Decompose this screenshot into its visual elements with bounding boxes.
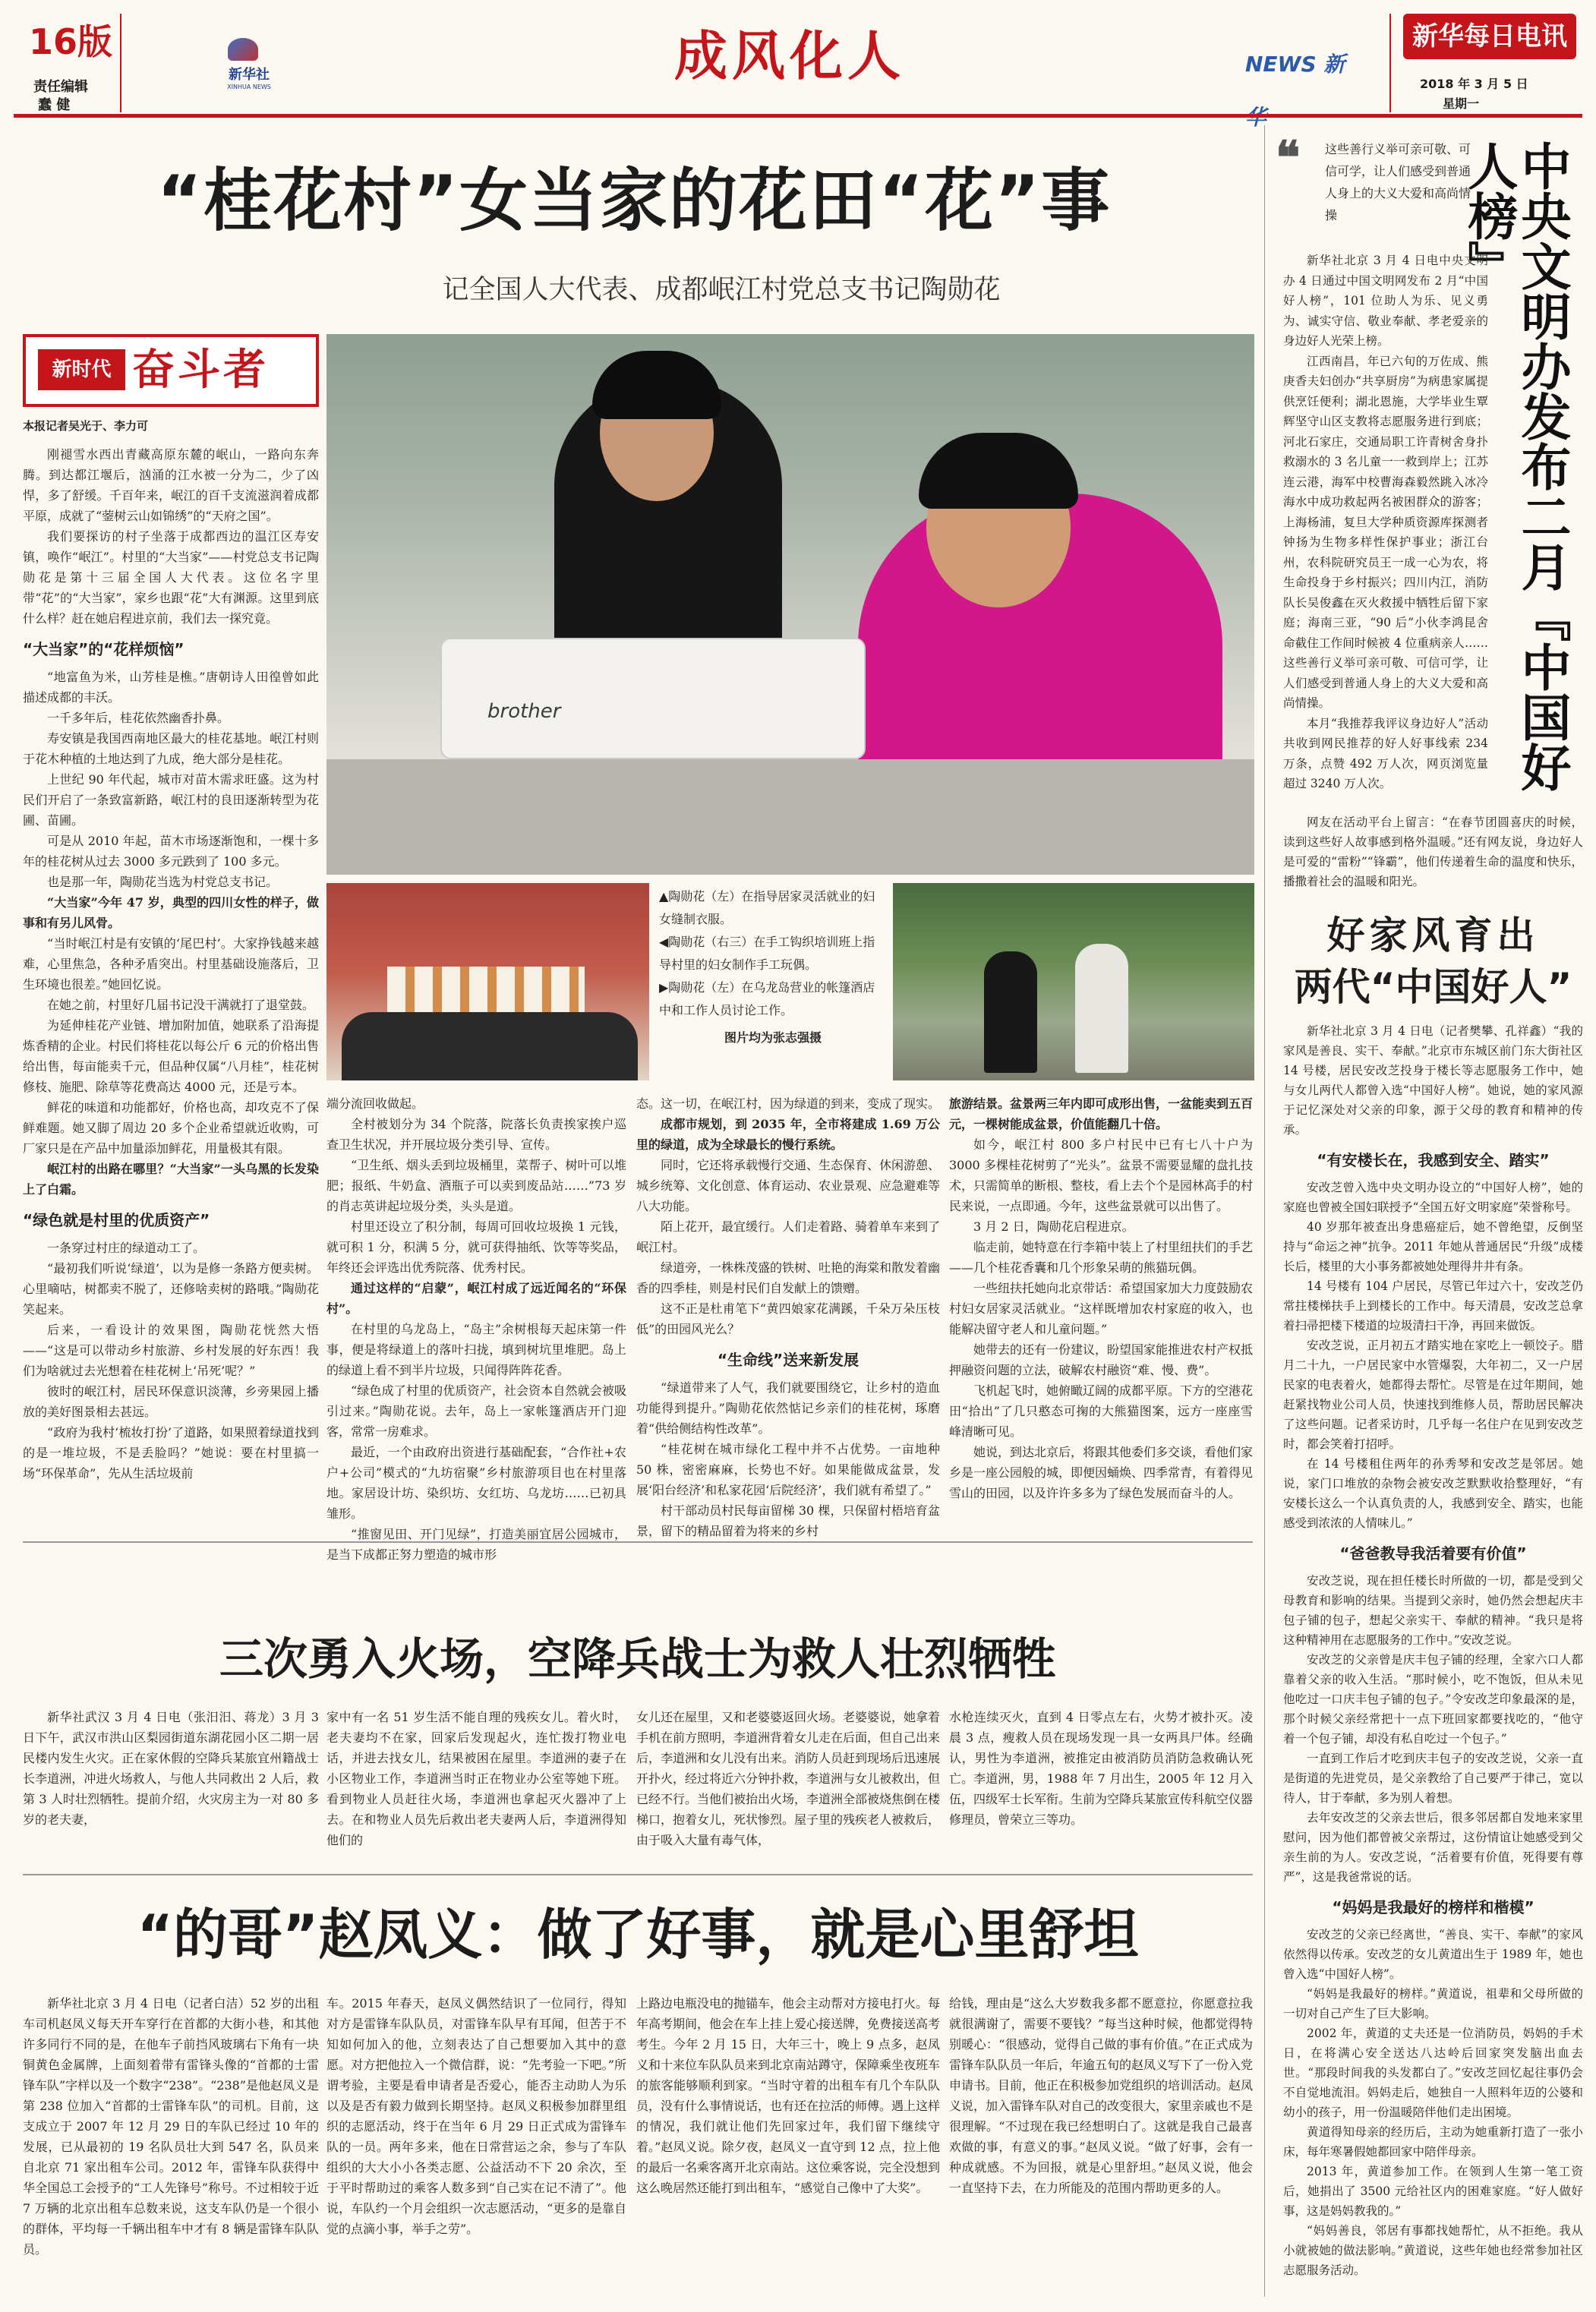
photo-caption [659,885,887,1049]
sidebar-p: 网友在活动平台上留言：“在春节团圆喜庆的时候，读到这些好人故事感到格外温暖。”还有网友说，身边好人是可爱的“雷粉”“锋霸”，他们传递着生命的温度和快乐，播撒着社会的温暖和阳光。 [1283,815,1583,888]
main-p: 上世纪 90 年代起，城市对苗木需求旺盛。这为村民们开启了一条致富新路，岷江村的良田逐渐转型为花圃、苗圃。 [23,772,319,828]
caption-line-1: ▲陶勋花（左）在指导居家灵活就业的妇女缝制衣服。 [659,889,875,926]
main-p: 最近，一个由政府出资进行基础配套，“合作社+农户+公司”模式的“九坊宿聚”乡村旅游项目也在村里落地。家居设计坊、染织坊、女红坊、乌龙坊……已初具雏形。 [326,1445,626,1521]
main-headline: “桂花村”女当家的花田“花”事 [156,161,1112,241]
paper-name: 新华每日电讯 [1412,21,1567,52]
main-p: 态。这一切，在岷江村，因为绿道的到来，变成了现实。 [636,1096,941,1111]
story2-p: 40 岁那年被查出身患癌症后，她不曾绝望，反倒坚持与“命运之神”抗争。2011 年她从普通居民“升级”成楼长后，楼里的大小事务都被她处理得井井有条。 [1283,1220,1583,1273]
taxi-col-3 [636,1993,940,2297]
issue-weekday: 星期一 [1443,96,1480,111]
main-p: 她带去的还有一份建议，盼望国家能推进农村产权抵押融资问题的立法，破解农村融资“难、慢、费”。 [949,1342,1254,1377]
story2-p: 安改芝说，正月初五才踏实地在家吃上一顿饺子。腊月二十九，一户居民家中水管爆裂，大年初二，又一户居民家的电表着火，她都得去帮忙。尽管是在过年期间，她赶紧找物业公司人员，快速找到维修人员，帮助居民解决了这些问题。记者采访时，几乎每一名住户在见到安改芝时，都会笑着打招呼。 [1283,1339,1583,1451]
masthead-left-divider [120,14,121,112]
main-p: “地富鱼为米，山芳桂是樵。”唐朝诗人田徨曾如此描述成都的丰沃。 [23,670,319,705]
section-title: 成风化人 [674,24,905,87]
main-p: 村里还设立了积分制，每周可回收垃圾换 1 元钱，就可积 1 分，积满 5 分，就可获得抽纸、饮等等奖品，年终还会评选出优秀院落、优秀村民。 [326,1219,626,1275]
xinhua-logo-icon [228,38,258,61]
main-col-2 [326,1093,626,1562]
taxi-headline: “的哥”赵凤义：做了好事，就是心里舒坦 [137,1903,1139,1967]
fire-text: 新华社武汉 3 月 4 日电（张汨汨、蒋龙）3 月 3 日下午，武汉市洪山区梨园街道东湖花园小区二期一居民楼内发生火灾。正在家休假的空降兵某旅宜州籍战士长李道洲，冲进火场救人，与他人共同救出 2 人后，救第 3 人时壮烈牺牲。提前介绍，火灾房主为一对 80 多岁的老夫妻， [23,1710,319,1827]
main-bold-p: 岷江村的出路在哪里？“大当家”一头乌黑的长发染上了白霜。 [23,1162,319,1197]
main-subheading: “绿色就是村里的优质资产” [23,1211,210,1229]
fire-text: 家中有一名 51 岁生活不能自理的残疾女儿。着火时，老夫妻均不在家，回家后发现起火，连忙拨打物业电话，并进去找女儿，结果被困在屋里。李道洲的妻子在小区物业工作，李道洲当时正在物业办公室等她下班。看到物业人员赶往火场，李道洲也拿起灭火器冲了上去。在和物业人员先后救出老夫妻两人后，李道洲得知他们的 [326,1710,626,1847]
page-number: 16版 [29,21,113,62]
sidebar-title: 中央文明办发布二月『中国好人榜』 [1459,140,1571,792]
main-p: “最初我们听说‘绿道’，以为是修一条路方便卖树。心里嘀咕，树都卖不脱了，还修啥卖树的路哦。”陶勋花笑起来。 [23,1261,319,1317]
main-p: 临走前，她特意在行李箱中装上了村里纽扶们的手艺——几个桂花香囊和几个形象呆萌的熊猫玩偶。 [949,1240,1254,1275]
photo-credit: 图片均为张志强摄 [724,1030,822,1045]
main-p: 在她之前，村里好几届书记没干满就打了退堂鼓。 [47,998,315,1012]
toy-row [387,967,585,1012]
sewing-machine [440,638,866,759]
caption-line-3: ▶陶勋花（左）在乌龙岛营业的帐篷酒店中和工作人员讨论工作。 [659,980,875,1017]
story2-p: 2002 年，黄道的丈夫还是一位消防员，妈妈的手术日，在将满心安全送达八达岭后回家突发脑出血去世。“那段时间我的头发都白了。”安改芝回忆起往事仍会不自觉地流泪。妈妈走后，她独自一人照料年迈的公婆和幼小的孩子，用一份温暖陪伴他们走出困境。 [1283,2027,1583,2119]
machine-brand: brother [487,700,561,723]
story2-p: “妈妈是我最好的榜样。”黄道说，祖辈和父母所做的一切对自己产生了巨大影响。 [1283,1987,1583,2020]
person-right [1075,944,1128,1073]
story2-p: 安改芝说，现在担任楼长时所做的一切，都是受到父母教育和影响的结果。当提到父亲时，她仍然会想起庆丰包子铺的包子，想起父亲实干、奉献的精神。“我只是将这种精神用在志愿服务的工作中。”安改芝说。 [1283,1574,1583,1647]
section-badge [23,334,319,407]
main-bold-p: “大当家”今年 47 岁，典型的四川女性的样子，做事和有另儿风骨。 [23,895,319,930]
story2-subheading: “爸爸教导我活着要有价值” [1339,1544,1527,1563]
main-p: 端分流回收做起。 [326,1096,424,1111]
sidebar-divider [1264,125,1265,2297]
main-p: 绿道旁，一株株茂盛的铁树、吐艳的海棠和散发着幽香的四季桂，则是村民们自发献上的馈赠。 [636,1260,941,1295]
paper-name-box [1403,14,1576,59]
main-p: 飞机起飞时，她俯瞰辽阔的成都平原。下方的空港花田“拾出”了几只憨态可掬的大熊猫图案，远方一座座雪峰清晰可见。 [949,1383,1254,1439]
editor-label: 责任编辑 [33,79,88,95]
main-p: “绿色成了村里的优质资产，社会资本自然就会被吸引过来。”陶勋花说。去年，岛上一家帐篷酒店开门迎客，常常一房难求。 [326,1383,626,1439]
quote-mark-icon: ❝ [1276,131,1301,185]
story2-p: 安改芝曾入选中央文明办设立的“中国好人榜”，她的家庭也曾被全国妇联授予“全国五好文明家庭”荣誉称号。 [1283,1181,1583,1214]
caption-line-2: ◀陶勋花（右三）在手工钩织培训班上指导村里的妇女制作手工玩偶。 [659,935,875,972]
photo-handcraft-class [326,883,649,1080]
main-p: 一条穿过村庄的绿道动工了。 [47,1241,206,1255]
masthead-rule [14,114,1582,118]
fire-text: 水枪连续灭火，直到 4 日零点左右，火势才被扑灭。凌晨 3 点，瘦救人员在现场发现一具一女两具尸体。经确认，男性为李道洲，被推定由被消防员消防急救确认死亡。李道洲，男，1988 年 7 月出生，2005 年 12 月入伍，四级军士长军衔。生前为空降兵某旅宣传科航空仪器修理员，曾荣立三等功。 [949,1710,1254,1827]
badge-title: 奋斗者 [132,345,269,395]
sidebar-p: 江西南昌，年已六旬的万佐成、熊庚香夫妇创办“共享厨房”为病患家属提供烹饪便利；湖北恩施，大学毕业生覃辉坚守山区支教将志愿服务进行到底；河北石家庄，交通局职工许青树舍身扑救溺水的 3 名儿童一一救到岸上；江苏连云港，海军中校曹海森毅然跳入冰冷海水中成功救起两名被困群众的游客；上海杨浦，复旦大学种质资源库探测者钟扬为生物多样性保护事业；浙江台州，农科院研究员王一成一心为农，将生命投身于乡村振兴；四川内江，消防队长吴俊鑫在灭火救援中牺牲后留下家庭；海南三亚，“90 后”小伙李鸿昆舍命截住工作间时候被 4 位重病亲人……这些善行义举可亲可敬、可信可学，让人们感受到普通人身上的大义大爱和高尚情操。 [1283,354,1488,710]
fire-headline: 三次勇入火场，空降兵战士为救人壮烈牺牲 [219,1633,1056,1685]
story2-p: 黄道得知母亲的经历后，主动为她重新打造了一张小床，每年寒暑假她都回家中陪伴母亲。 [1283,2125,1583,2159]
main-p: “绿道带来了人气，我们就要围绕它，让乡村的造血功能得到提升。”陶勋花依然惦记乡亲们的桂花树，琢磨着“供给侧结构性改革”。 [636,1380,940,1436]
story2-title-2: 两代“中国好人” [1294,965,1572,1009]
sidebar-col [1283,251,1488,873]
main-bottom-rule [23,1541,1253,1543]
woman-sewing-hair [919,433,1078,509]
main-photo-sewing [326,334,1254,875]
main-p: “当时岷江村是有安镇的‘尾巴村’。大家挣钱越来越难，心里焦急，各种矛盾突出。村里基础设施落后，卫生环境也很差。”她回忆说。 [23,936,319,992]
main-p: “桂花树在城市绿化工程中并不占优势。一亩地种 50 株，密密麻麻，长势也不好。如果能做成盆景，发展‘阳台经济’和私家花园‘后院经济’，我们就有希望了。” [636,1442,940,1497]
taxi-col-4 [949,1993,1253,2297]
main-p: “卫生纸、烟头丢到垃圾桶里，菜帮子、树叶可以堆肥；报纸、牛奶盒、酒瓶子可以卖到废品站……”73 岁的肖志英讲起垃圾分类，头头是道。 [326,1158,626,1213]
main-col-3 [636,1093,941,1538]
story2-p: 去年安改芝的父亲去世后，很多邻居都自发地来家里慰问，因为他们都曾被父亲帮过，这份情谊让她感受到父亲生前的为人。安改芝说，“活着要有价值，死得要有尊严”，这是我爸常说的话。 [1283,1811,1583,1884]
fire-col-4 [949,1707,1253,1866]
main-col-1 [23,416,319,1528]
main-p: 村干部动员村民每亩留梯 30 棵，只保留村梧培育盆景，留下的精品留着为将来的乡村 [636,1503,940,1538]
sidebar-p: 新华社北京 3 月 4 日电中央文明办 4 日通过中国文明网发布 2 月“中国好人榜”，101 位助人为乐、见义勇为、诚实守信、敬业奉献、孝老爱亲的身边好人光荣上榜。 [1283,254,1488,348]
main-p: 也是那一年，陶勋花当选为村党总支书记。 [47,875,279,889]
main-p: 彼时的岷江村，居民环保意识淡薄，乡旁果园上播放的美好图景相去甚远。 [23,1384,319,1419]
story2-p: “妈妈善良，邻居有事都找她帮忙，从不拒绝。我从小就被她的做法影响。”黄道说，这些年她也经常参加社区志愿服务活动。 [1283,2224,1583,2277]
story2-subheading: “有安楼长在，我感到安全、踏实” [1317,1151,1550,1169]
story2-title-1: 好家风育出 [1326,913,1540,957]
main-p: 鲜花的味道和功能都好，价格也高，却攻克不了保鲜难题。她又脚了周边 20 多个企业希望就近收购，可厂家只是在产品中加量添加鲜花，用量极其有限。 [23,1100,319,1156]
main-p: 我们要探访的村子坐落于成都西边的温江区寿安镇，唤作“岷江”。村里的“大当家”——村党总支书记陶勋花是第十三届全国人大代表。这位名字里带“花”的“大当家”，家乡也跟“花”大有渊源。这里到底什么样？赶在她启程进京前，我们去一探究竟。 [23,529,319,626]
story2-col [1283,1021,1583,2304]
woman-standing-hair [592,351,721,419]
main-subheading: “大当家”的“花样烦恼” [23,640,185,658]
main-p: 3 月 2 日，陶勋花启程进京。 [973,1219,1134,1234]
photo-tent-hotel [893,883,1254,1080]
fire-col-2 [326,1707,626,1866]
main-p: 一千多年后，桂花依然幽香扑鼻。 [47,711,230,725]
masthead-right-divider [1389,14,1391,112]
taxi-text: 车。2015 年春天，赵凤义偶然结识了一位同行，得知对方是雷锋车队队员，对雷锋车队早有耳闻，但苦于不知如何加入的他，立刻表达了自己想要加入其中的意愿。对方把他拉入一个微信群，说：“先考验一下吧。”所谓考验，主要是看申请者是否爱心，能否主动助人为乐以及是否有毅力做到长期坚持。赵凤义积极参加群里组织的志愿活动，终于在当年 6 月 29 日正式成为雷锋车队的一员。两年多来，他在日常营运之余，参与了车队组织的大大小小各类志愿、公益活动不下 20 余次，至于平时帮助过的乘客人数多到“自己实在记不清了”。他说，车队约一个月会组织一次志愿活动，“更多的是靠自觉的点滴小事，举手之劳”。 [326,1996,626,2236]
xinhua-logo-text: 新华社 [229,67,270,83]
issue-date: 2018 年 3 月 5 日 [1420,77,1528,91]
news-logo: NEWS 新 [1245,52,1345,77]
taxi-col-2 [326,1993,626,2297]
person-left [984,951,1037,1073]
main-bold-p: 成都市规划，到 2035 年，全市将建成 1.69 万公里的绿道，成为全球最长的慢行系统。 [636,1117,940,1152]
main-p: “政府为我村‘梳妆打扮’了道路，如果照着绿道找到的是一堆垃圾，不是丢脸吗？”她说：要在村里搞一场“环保革命”，先从生活垃圾前 [23,1425,319,1481]
xinhua-logo-en: XINHUA NEWS [227,84,271,90]
main-p: 后来，一看设计的效果图，陶勋花恍然大悟——“这是可以带动乡村旅游、乡村发展的好东西！我们为啥就过去光想着在桂花树上‘吊死’呢？” [23,1323,319,1378]
main-p: 为延伸桂花产业链、增加附加值，她联系了沿海提炼香精的企业。村民们将桂花以每公斤 6 元的价格出售给出售，每亩能卖千元，但品种仅属“八月桂”，桂花树修枝、施肥、除草等花费高达 4000 元，还是亏本。 [23,1018,319,1094]
sidebar-p: 本月“我推荐我评议身边好人”活动共收到网民推荐的好人好事线索 234 万条，点赞 492 万人次，网页浏览量超过 3240 万人次。 [1283,716,1488,790]
masthead [0,0,1596,113]
main-col-4 [949,1093,1253,1530]
main-subheading: “生命线”送来新发展 [717,1351,860,1369]
story2-p: 2013 年，黄道参加工作。在领到人生第一笔工资后，她捐出了 3500 元给社区内的困难家庭。“好人做好事，这是妈妈教我的。” [1283,2165,1583,2218]
main-p: 刚褪雪水西出青藏高原东麓的岷山，一路向东奔腾。到达都江堰后，汹涌的江水被一分为二，少了凶悍，多了舒缓。千百年来，岷江的百千支流滋润着成都平原，成就了“蓥树云山如锦绣”的“天府之国”。 [23,447,319,523]
main-p: “推窗见田、开门见绿”，打造美丽宜居公园城市，是当下成都正努力塑造的城市形 [326,1527,626,1562]
main-p: 寿安镇是我国西南地区最大的桂花基地。岷江村则于花木种植的土地达到了九成，绝大部分是桂花。 [23,731,319,766]
taxi-text: 新华社北京 3 月 4 日电（记者白洁）52 岁的出租车司机赵凤义每天开车穿行在首都的大街小巷，和其他许多同行不同的是，在他车子前挡风玻璃右下角有一块铜黄色金属牌，上面刻着带有雷锋头像的“首都的士雷锋车队”字样以及一个数字“238”。“238”是他赵凤义是第 238 位加入“首都的士雷锋车队”的司机。目前，这支成立于 2007 年 12 月 29 日的车队已经过 10 年的发展，已从最初的 19 名队员壮大到 547 名，队员来自北京 71 家出租车公司。2012 年，雷锋车队获得中华全国总工会授予的“工人先锋号”称号。不过相较于近 7 万辆的北京出租车总数来说，这支车队仍是一个很小的群体，平均每一千辆出租车中才有 8 辆是雷锋车队队员。 [23,1996,319,2257]
main-p: 如今，岷江村 800 多户村民中已有七八十户为 3000 多棵桂花树剪了“光头”。盆景不需要显耀的盘扎技术，只需简单的断根、整枝，看上去个个是园林高手的村民来说，一点即通。今年，这些盆景就可以出售了。 [949,1137,1254,1213]
badge-label: 新时代 [38,349,125,390]
main-byline: 本报记者吴光于、李力可 [23,419,149,433]
main-bold-p: 通过这样的“启蒙”，岷江村成了远近闻名的“环保村”。 [326,1281,626,1316]
main-p: 可是从 2010 年起，苗木市场逐渐饱和，一棵十多年的桂花树从过去 3000 多元跌到了 100 多元。 [23,834,319,869]
seated-women [342,1012,638,1080]
story2-p: 安改芝的父亲曾是庆丰包子铺的经理，全家六口人都靠着父亲的收入生活。“那时候小，吃不饱饭，但从未见他吃过一口庆丰包子铺的包子。”令安改芝印象最深的是，那个时候父亲经常把十一点下班回家都要找吃的，“他守着一个包子铺，却没有私自吃过一个包子。” [1283,1653,1583,1746]
main-subhead: 记全国人大代表、成都岷江村党总支书记陶勋花 [442,275,1001,305]
sidebar-quote: 这些善行义举可亲可敬、可信可学，让人们感受到普通人身上的大义大爱和高尚情操 [1325,142,1471,222]
story2-p: 一直到工作后才吃到庆丰包子的安改芝说，父亲一直是街道的先进党员，是父亲教给了自己要严于律己，宽以待人，甘于奉献，多为别人着想。 [1283,1752,1583,1805]
main-p: 全村被划分为 34 个院落，院落长负责挨家挨户巡查卫生状况，并开展垃圾分类引导、宣传。 [326,1117,626,1152]
main-p: 同时，它还将承载慢行交通、生态保育、休闲游憩、城乡统筹、文化创意、体育运动、农业景观、应急避难等八大功能。 [636,1158,941,1213]
main-p: 在村里的乌龙岛上，“岛主”余树根每天起床第一件事，便是将绿道上的落叶扫拢，填到树坑里堆肥。岛上的绿道上看不到半片垃圾，只闻得阵阵花香。 [326,1322,626,1377]
fire-text: 女儿还在屋里，又和老婆婆返回火场。老婆婆说，她拿着手机在前方照明，李道洲背着女儿走在后面，但自己出来后，李道洲和女儿没有出来。消防人员赶到现场后迅速展开扑火，经过将近六分钟扑救，李道洲与女儿被救出，但已经不行。当他们被抬出火场，李道洲全部被烧焦倒在楼梯口，抱着女儿，死状惨烈。屋子里的残疾老人被救后，由于吸入大量有毒气体， [636,1710,941,1847]
taxi-text: 给钱，理由是“这么大岁数我多都不愿意拉，你愿意拉我就很满谢了，需要不要钱？”每当这种时候，他都觉得特别暖心：“很感动，觉得自己做的事有价值。”在正式成为雷锋车队队员一年后，年逾五旬的赵凤义写下了一份入党申请书。目前，他正在积极参加党组织的培训活动。赵凤义说，加入雷锋车队对自己的改变很大，家里亲戚也不是很理解。“不过现在我已经想明白了。这就是我自己最喜欢做的事，有意义的事。”赵凤义说。“做了好事，会有一种成就感。不为回报，就是心里舒坦。”赵凤义说，他会一直坚持下去，在力所能及的范围内帮助更多的人。 [949,1996,1254,2195]
story2-p: 安改芝的父亲已经离世，“善良、实干、奉献”的家风依然得以传承。安改芝的女儿黄道出生于 1989 年，她也曾入选“中国好人榜”。 [1283,1928,1583,1981]
main-p: 一些纽扶托她向北京带话：希望国家加大力度鼓励农村妇女居家灵活就业。“这样既增加农村家庭的收入，也能解决留守老人和儿童问题。” [949,1281,1254,1336]
sidebar-col-wide [1283,812,1583,892]
story2-p: 在 14 号楼租住两年的孙秀琴和安改芝是邻居。她说，家门口堆放的杂物会被安改芝默默收拾整理好，“有安楼长这么一个认真负责的人，我感到安全、踏实，也能感受到浓浓的人情味儿。” [1283,1457,1583,1530]
editor-name: 蠢 健 [38,97,71,113]
story2-subheading: “妈妈是我最好的榜样和楷模” [1332,1898,1534,1916]
main-p: 这不正是杜甫笔下“黄四娘家花满蹊，千朵万朵压枝低”的田园风光么？ [636,1301,940,1336]
fire-bottom-rule [23,1874,1253,1875]
xinhua-logo [205,38,281,91]
main-p: 陌上花开，最宜缓行。人们走着路、骑着单车来到了岷江村。 [636,1219,941,1254]
main-bold-p: 旅游结景。盆景两三年内即可成形出售，一盆能卖到五百元，一棵树能成盆景，价值能翻几十倍。 [949,1096,1254,1131]
main-p: 她说，到达北京后，将跟其他委们多交谈，看他们家乡是一座公园般的城，即便因蛹焕、四季常青，有着得见雪山的田园，以及许许多多为了绿色发展而奋斗的人。 [949,1445,1254,1500]
fire-col-1 [23,1707,319,1866]
story2-p: 新华社北京 3 月 4 日电（记者樊攀、孔祥鑫）“我的家风是善良、实干、奉献。”北京市东城区前门东大街社区 14 号楼，居民安改芝投身于楼长等志愿服务工作中，她与女儿两代人都曾入选“中国好人榜”。她说，她的家风源于记忆深处对父亲的印象，源于父母的教育和精神的传承。 [1283,1024,1583,1137]
story2-p: 14 号楼有 104 户居民，尽管已年过六十，安改芝仍常拄楼梯扶手上到楼长的工作中。每天清晨，安改芝总拿着扫帚把楼下楼道的垃圾清扫干净，再回来做饭。 [1283,1279,1583,1333]
taxi-text: 上路边电瓶没电的抛锚车，他会主动帮对方接电打火。每年高考期间，他会在车上挂上爱心接送牌，免费接送高考考生。今年 2 月 15 日，大年三十，晚上 9 点多，赵凤义和十来位车队队员来到北京南站蹲守，保障乘坐夜班车的旅客能够顺利到家。“当时守着的出租车有几个车队队员，没有什么事情说话，也有还在拉活的师傅。遇上这样的情况，我们就让他们先回家过年，我们留下继续守着。”赵凤义说。除夕夜，赵凤义一直守到 12 点，拉上他的最后一名乘客离开北京南站。这位乘客说，完全没想到这么晚居然还能打到出租车，“感觉自己像中了大奖”。 [636,1996,941,2195]
sewing-table [326,759,1254,875]
taxi-col-1 [23,1993,319,2297]
fire-col-3 [636,1707,940,1866]
